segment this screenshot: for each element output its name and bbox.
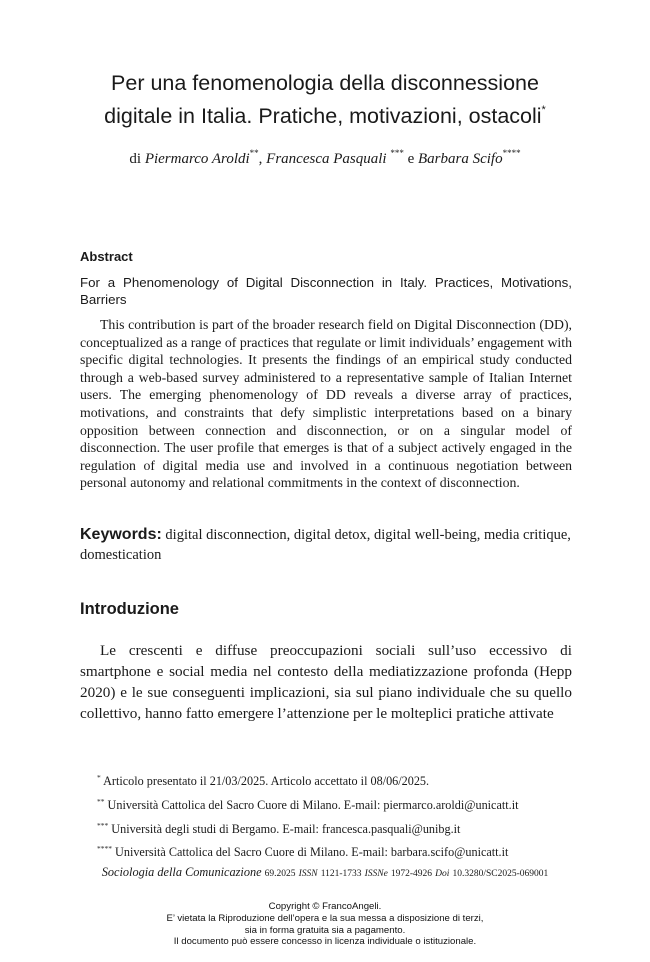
title-footnote-mark: * [541,104,546,116]
article-title [40,70,610,130]
abstract-heading: Abstract [80,249,133,264]
author-aroldi: Piermarco Aroldi [144,151,250,167]
author-line: di Piermarco Aroldi**, Francesca Pasquali *** e Barbara Scifo**** [129,148,521,167]
title-line-1: Per una fenomenologia della disconnessione [111,71,539,95]
doi: 10.3280/SC2025-069001 [452,869,549,879]
journal-citation: Sociologia della Comunicazione 69.2025 ISSN 1121-1733 ISSNe 1972-4926 Doi 10.3280/SC2025-069001 [101,865,549,879]
abstract-text: This contribution is part of the broader research field on Digital Disconnection (DD), conceptualized as a range of practices that regulate or limit individuals’ engagement with specific digital technologies. It presents the findings of an empirical study conducted through a web-based survey administered to a representative sample of Italian Internet users. The emerging phenomenology of DD reveals a diverse array of practices, motivations, and constraints that defy simplistic interpretations based on a binary opposition between connection and disconnection, or on a singular model of disconnection. The user profile that emerges is that of a subject actively engaged in the regulation of digital media use and involved in a continuous negotiation between personal autonomy and relational commitments in the context of disconnection. [80,317,572,491]
author-scifo: Barbara Scifo [418,151,503,167]
footnote: **** Università Cattolica del Sacro Cuore di Milano. E-mail: barbara.scifo@unicatt.it [97,844,509,860]
abstract-english-title: For a Phenomenology of Digital Disconnection in Italy. Practices, Motivations, Barriers [80,275,572,307]
footnote: * Articolo presentato il 21/03/2025. Articolo accettato il 08/06/2025. [97,773,430,788]
keywords [80,525,572,565]
title-line-2: digitale in Italia. Pratiche, motivazioni, ostacoli* [104,104,546,128]
footnotes [97,768,577,863]
journal-name: Sociologia della Comunicazione [101,865,262,879]
keywords-list: digital disconnection, digital detox, digital well-being, media critique, domestication [80,527,571,563]
copyright-notice: Copyright © FrancoAngeli. E’ vietata la Riproduzione dell’opera e la sua messa a disposizione di terzi, sia in forma gratuita sia a pagamento. Il documento può essere concesso in licenza individuale o istituzionale. [166,901,484,948]
keywords-label: Keywords: [80,526,162,543]
footnote: *** Università degli studi di Bergamo. E-mail: francesca.pasquali@unibg.it [97,820,461,836]
section-heading-introduzione: Introduzione [80,600,179,618]
introduction-text: Le crescenti e diffuse preoccupazioni sociali sull’uso eccessivo di smartphone e social media nel contesto della mediatizzazione profonda (Hepp 2020) e le sue conseguenti implicazioni, sia sul piano individuale che su quello collettivo, hanno fatto emergere l’attenzione per le molteplici pratiche attivate [80,642,572,722]
author-pasquali: Francesca Pasquali [266,151,387,167]
footnote: ** Università Cattolica del Sacro Cuore di Milano. E-mail: piermarco.aroldi@unicatt.it [97,796,519,812]
